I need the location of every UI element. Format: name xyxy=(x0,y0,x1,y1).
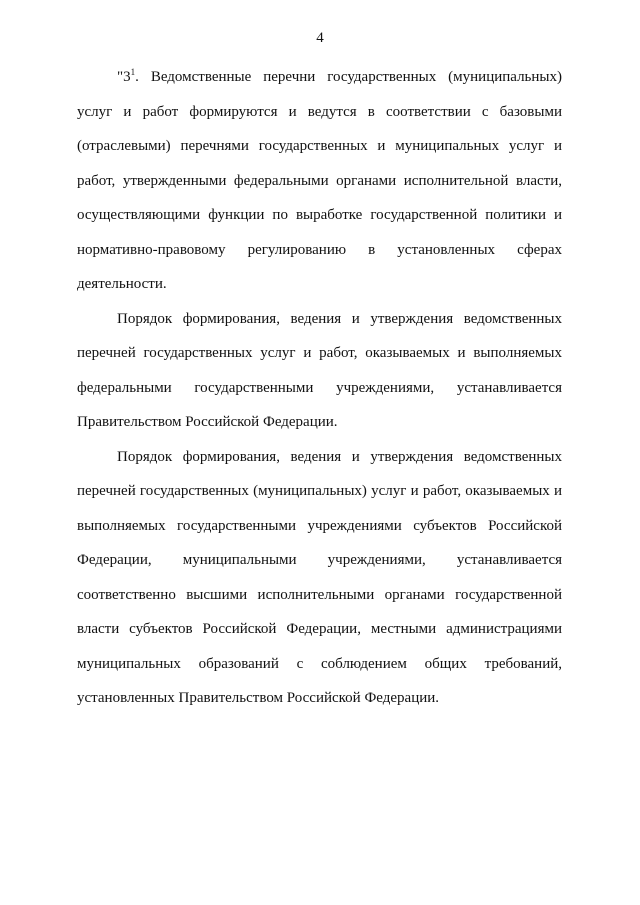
paragraph-2: Порядок формирования, ведения и утверждения ведомственных перечней государственных услуг и работ, оказываемых и выполняемых федеральными государственными учреждениями, устанавливается Правительством Российской Федерации. xyxy=(77,310,562,430)
paragraph-1-text: . Ведомственные перечни государственных (муниципальных) услуг и работ формируются и ведутся в соответствии с базовыми (отраслевыми) перечнями государственных и муниципальных услуг и работ, утвержденными федеральными органами исполнительной власти, осуществляющими функции по выработке государственной политики и нормативно-правовому регулированию в установленных сферах деятельности. xyxy=(77,69,562,292)
paragraph-3: Порядок формирования, ведения и утверждения ведомственных перечней государственных (муниципальных) услуг и работ, оказываемых и выполняемых государственными учреждениями субъектов Российской Федерации, муниципальными учреждениями, устанавливается соответственно высшими исполнительными органами государственной власти субъектов Российской Федерации, местными администрациями муниципальных образований с соблюдением общих требований, установленных Правительством Российской Федерации. xyxy=(77,448,562,706)
document-body xyxy=(77,60,562,716)
paragraph-1-prefix: "3 xyxy=(117,69,131,85)
page-number: 4 xyxy=(316,30,324,46)
paragraph-1 xyxy=(77,60,562,302)
paragraph-1-superscript: 1 xyxy=(130,67,136,77)
